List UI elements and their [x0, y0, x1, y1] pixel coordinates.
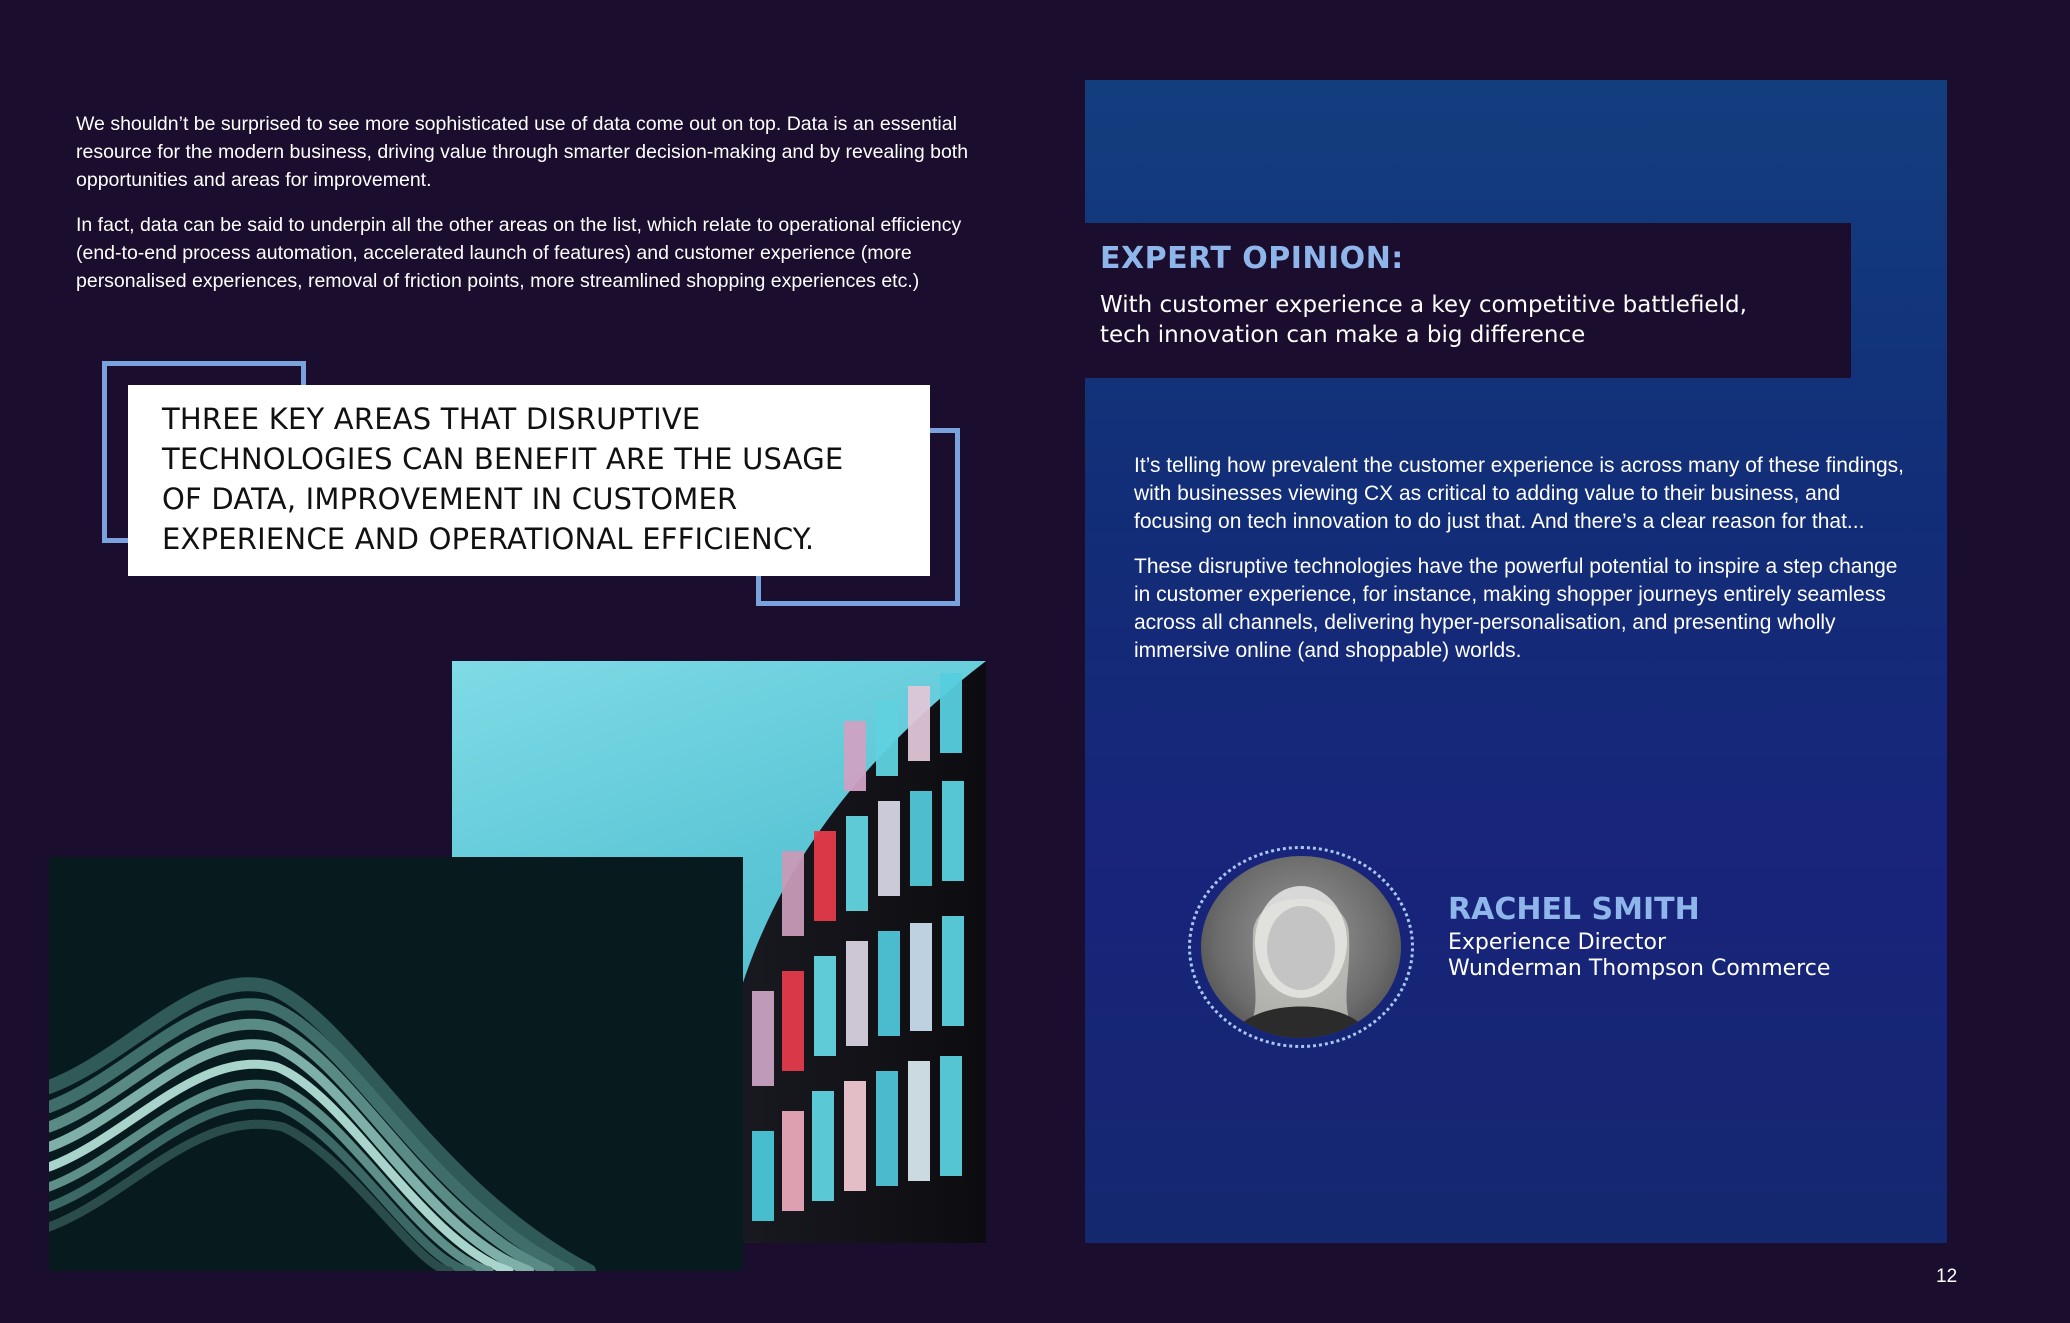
pull-quote-line: OF DATA, IMPROVEMENT IN CUSTOMER — [162, 482, 738, 516]
page-number: 12 — [1936, 1266, 1958, 1287]
pull-quote — [128, 385, 930, 576]
pull-quote-line: EXPERIENCE AND OPERATIONAL EFFICIENCY. — [162, 522, 815, 556]
expert-opinion-body — [1134, 452, 1904, 682]
expert-paragraph-2: These disruptive technologies have the powerful potential to inspire a step change in customer experience, for instance, making shopper journeys entirely seamless across all channels, delivering hyper-personalisation, and presenting wholly immersive online (and shoppable) worlds. — [1134, 555, 1898, 662]
portrait-illustration — [1201, 856, 1401, 1038]
expert-opinion-title: EXPERT OPINION: — [1100, 241, 1404, 276]
expert-name: RACHEL SMITH — [1448, 892, 1700, 927]
pull-quote-line: THREE KEY AREAS THAT DISRUPTIVE — [162, 402, 701, 436]
pull-quote-line: TECHNOLOGIES CAN BENEFIT ARE THE USAGE — [162, 442, 844, 476]
expert-paragraph-1: It’s telling how prevalent the customer experience is across many of these findings, with businesses viewing CX as critical to adding value to their business, and focusing on tech innovation to do just that. And there’s a clear reason for that... — [1134, 454, 1905, 533]
expert-opinion-subtitle-line: tech innovation can make a big difference — [1100, 322, 1586, 348]
intro-paragraph-2: In fact, data can be said to underpin all the other areas on the list, which relate to operational efficiency (end-to-end process automation, accelerated launch of features) and customer experience (more personalised experiences, removal of friction points, more streamlined shopping experiences etc.) — [76, 214, 962, 292]
avatar — [1201, 856, 1401, 1038]
wave-architecture-illustration — [49, 857, 743, 1271]
expert-opinion-subtitle-line: With customer experience a key competitive battlefield, — [1100, 292, 1747, 318]
intro-paragraph-1: We shouldn’t be surprised to see more sophisticated use of data come out on top. Data is an essential resource for the modern business, driving value through smarter decision-making and by revealing both opportunities and areas for improvement. — [76, 113, 969, 191]
intro-text — [76, 110, 976, 312]
expert-organisation: Wunderman Thompson Commerce — [1448, 956, 1831, 981]
expert-role: Experience Director — [1448, 930, 1667, 955]
expert-opinion-header — [1085, 223, 1851, 378]
wave-architecture-photo — [49, 857, 743, 1271]
